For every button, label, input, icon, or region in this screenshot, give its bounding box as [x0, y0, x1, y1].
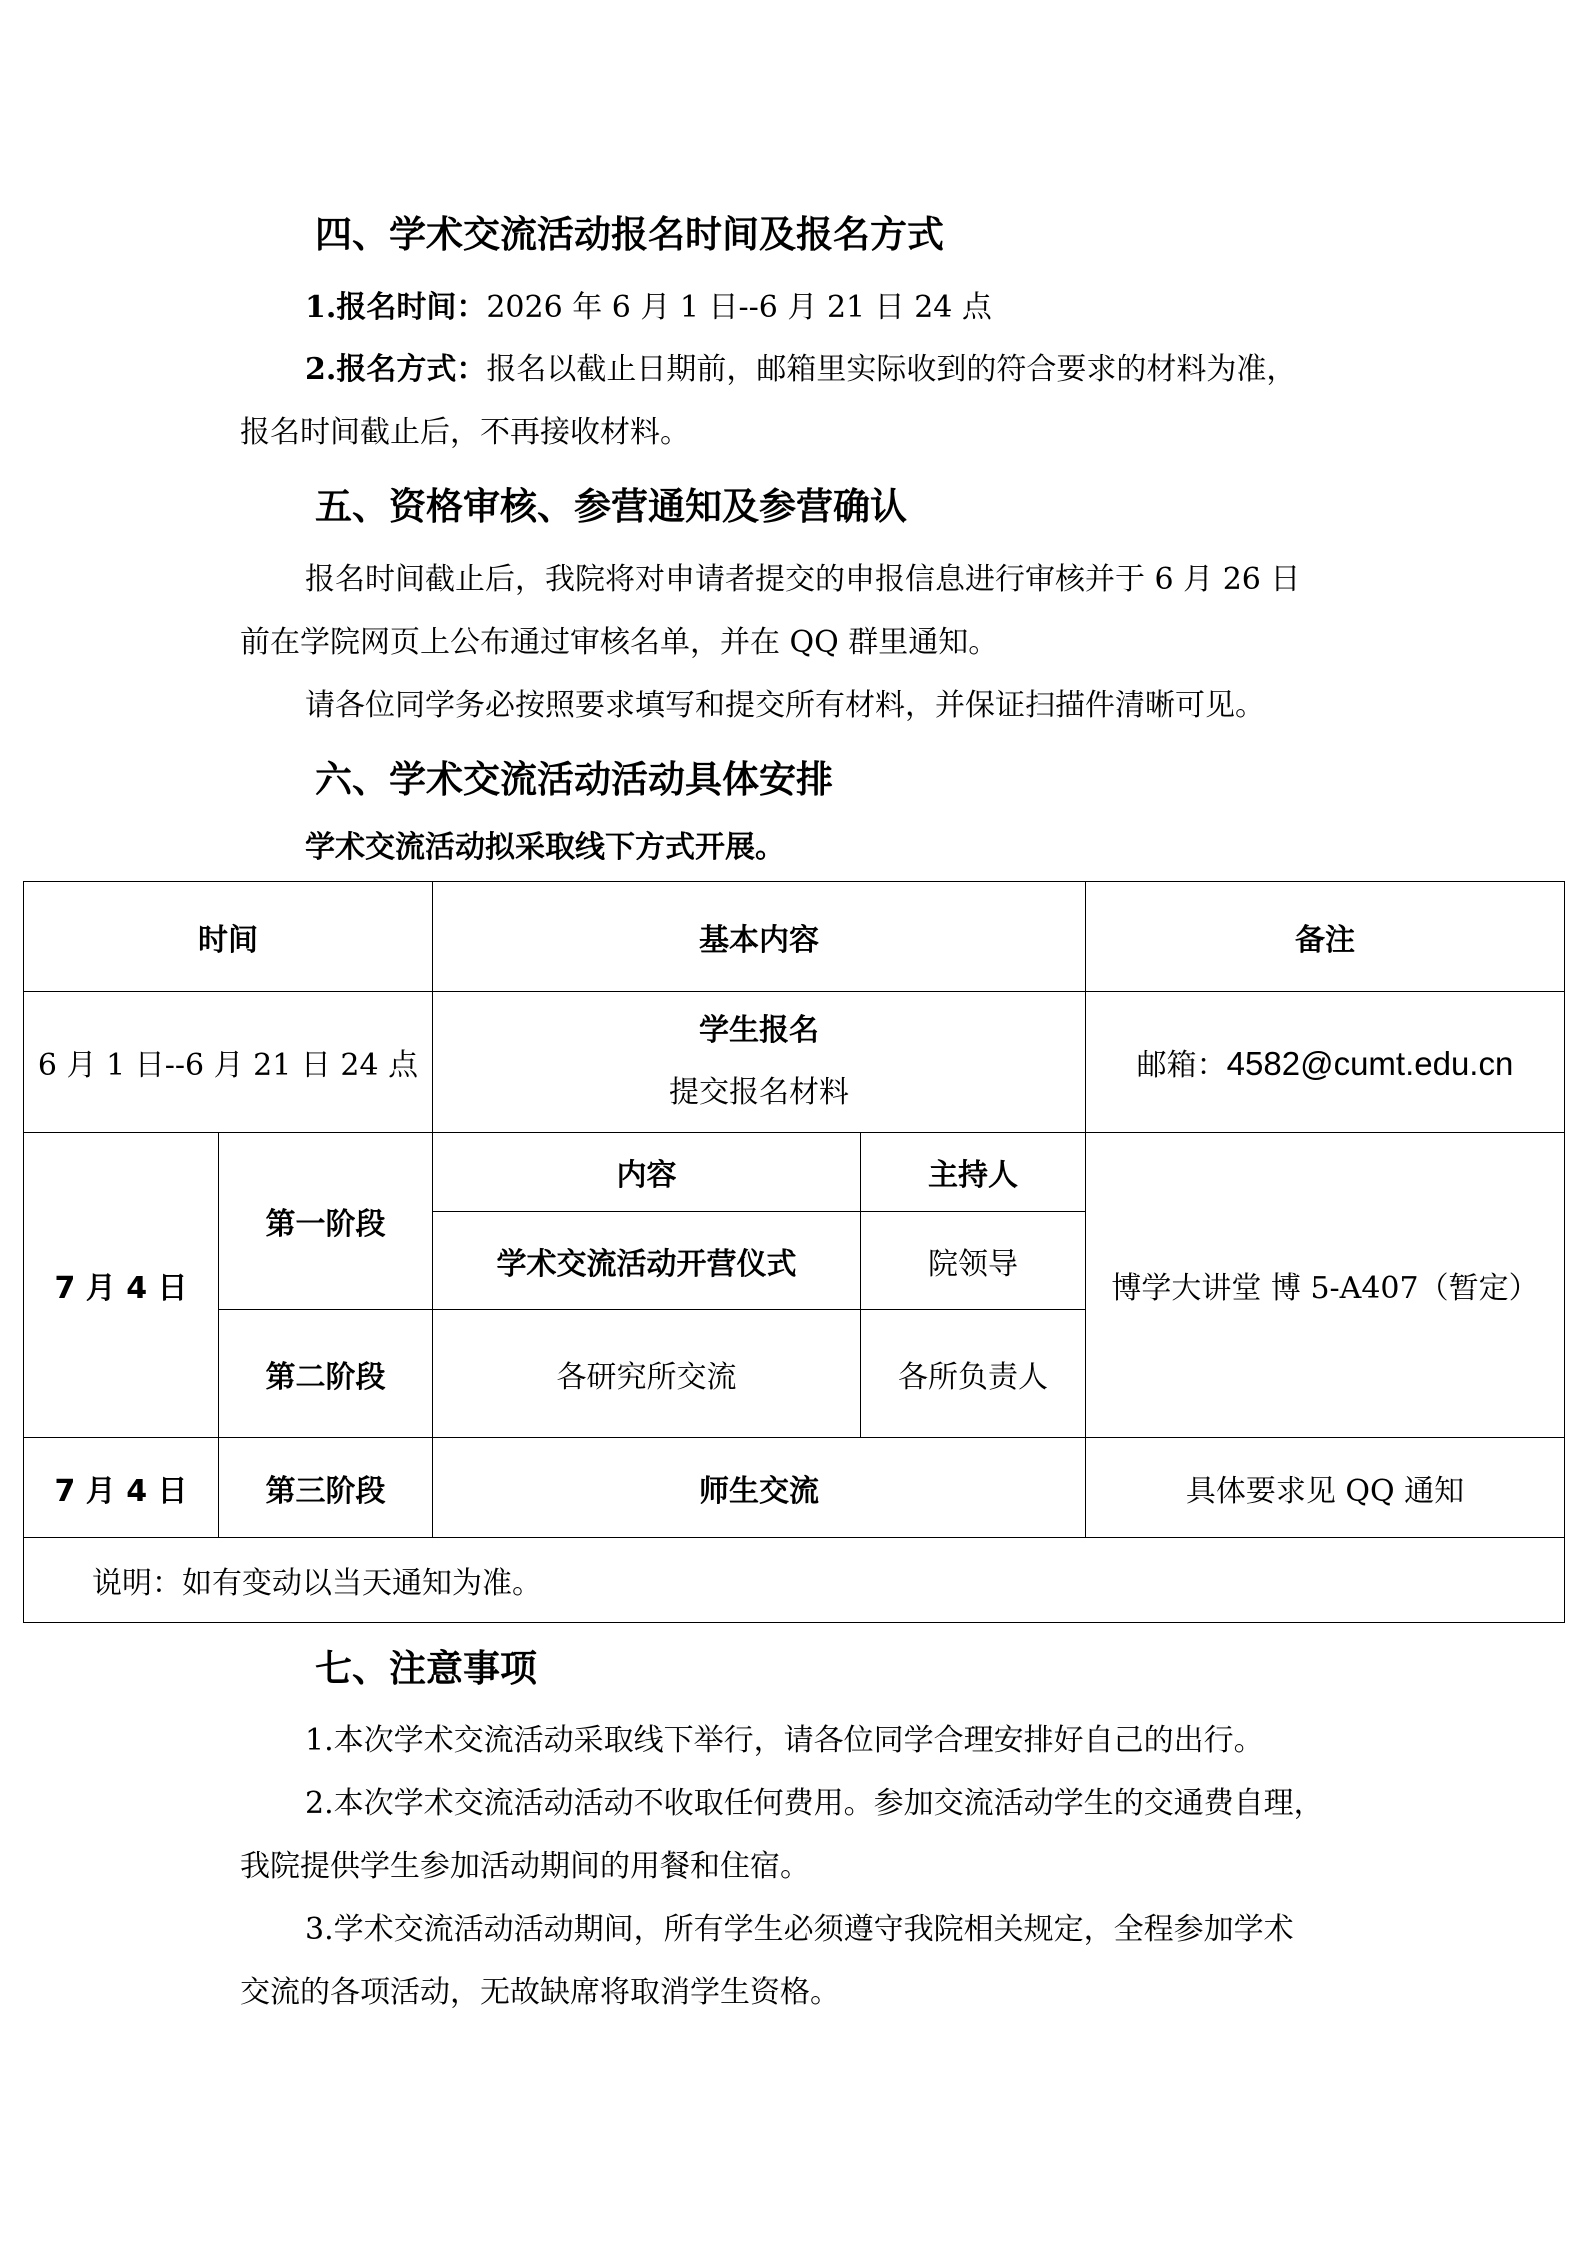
registration-content-title: 学生报名: [699, 1013, 819, 1048]
header-time: 时间: [24, 882, 433, 992]
table-note-row: [24, 1538, 1565, 1623]
venue-remark: 博学大讲堂 博 5-A407（暂定）: [1086, 1133, 1565, 1438]
stage-3-label: 第三阶段: [219, 1438, 433, 1538]
registration-time-line: [305, 288, 992, 328]
table-row: [24, 992, 1565, 1133]
table-row: [24, 1133, 1565, 1212]
notice-item-2-line1: 2.本次学术交流活动活动不收取任何费用。参加交流活动学生的交通费自理，: [305, 1786, 1324, 1821]
review-paragraph-line1: 报名时间截止后，我院将对申请者提交的申报信息进行审核并于 6 月 26 日: [305, 562, 1301, 597]
activity-mode-intro: 学术交流活动拟采取线下方式开展。: [305, 830, 785, 865]
stage-date: 7 月 4 日: [24, 1133, 219, 1438]
notice-item-3-line2: 交流的各项活动，无故缺席将取消学生资格。: [240, 1975, 840, 2010]
registration-time-label: 1.报名时间：: [305, 290, 487, 325]
materials-reminder: 请各位同学务必按照要求填写和提交所有材料，并保证扫描件清晰可见。: [305, 688, 1265, 723]
section-6-heading: 六、学术交流活动活动具体安排: [315, 758, 833, 801]
section-4-heading: 四、学术交流活动报名时间及报名方式: [315, 213, 944, 256]
review-paragraph-line2: 前在学院网页上公布通过审核名单，并在 QQ 群里通知。: [240, 625, 999, 660]
header-content: 基本内容: [433, 882, 1086, 992]
notice-item-2-line2: 我院提供学生参加活动期间的用餐和住宿。: [240, 1849, 810, 1884]
registration-time-value: 2026 年 6 月 1 日--6 月 21 日 24 点: [486, 290, 992, 325]
notice-item-3-line1: 3.学术交流活动活动期间，所有学生必须遵守我院相关规定，全程参加学术: [305, 1912, 1294, 1947]
section-7-heading: 七、注意事项: [315, 1647, 537, 1690]
stage-1-host: 院领导: [861, 1212, 1086, 1310]
email-address: 4582@cumt.edu.cn: [1226, 1045, 1514, 1082]
stage-3-date: 7 月 4 日: [24, 1438, 219, 1538]
section-5-heading: 五、资格审核、参营通知及参营确认: [315, 485, 907, 528]
registration-method-text: 报名以截止日期前，邮箱里实际收到的符合要求的材料为准，: [486, 352, 1297, 387]
subheader-host: 主持人: [861, 1133, 1086, 1212]
table-row: [24, 1438, 1565, 1538]
notice-item-1: 1.本次学术交流活动采取线下举行，请各位同学合理安排好自己的出行。: [305, 1723, 1264, 1758]
registration-content-sub: 提交报名材料: [669, 1075, 849, 1110]
registration-method-line2: 报名时间截止后，不再接收材料。: [240, 415, 690, 450]
header-remark: 备注: [1086, 882, 1565, 992]
email-label: 邮箱：: [1136, 1048, 1227, 1083]
table-header-row: [24, 882, 1565, 992]
schedule-table: [23, 881, 1565, 1623]
stage-3-remark: 具体要求见 QQ 通知: [1086, 1438, 1565, 1538]
registration-period: 6 月 1 日--6 月 21 日 24 点: [24, 992, 433, 1133]
stage-2-host: 各所负责人: [861, 1310, 1086, 1438]
stage-1-label: 第一阶段: [219, 1133, 433, 1310]
registration-method-label: 2.报名方式：: [305, 352, 487, 387]
stage-2-content: 各研究所交流: [433, 1310, 861, 1438]
registration-remark: [1086, 992, 1565, 1133]
stage-2-label: 第二阶段: [219, 1310, 433, 1438]
registration-content: [433, 992, 1086, 1133]
subheader-content: 内容: [433, 1133, 861, 1212]
stage-1-content: 学术交流活动开营仪式: [433, 1212, 861, 1310]
table-note: 说明：如有变动以当天通知为准。: [24, 1538, 1565, 1623]
stage-3-content: 师生交流: [433, 1438, 1086, 1538]
registration-method-line: [305, 350, 1296, 390]
